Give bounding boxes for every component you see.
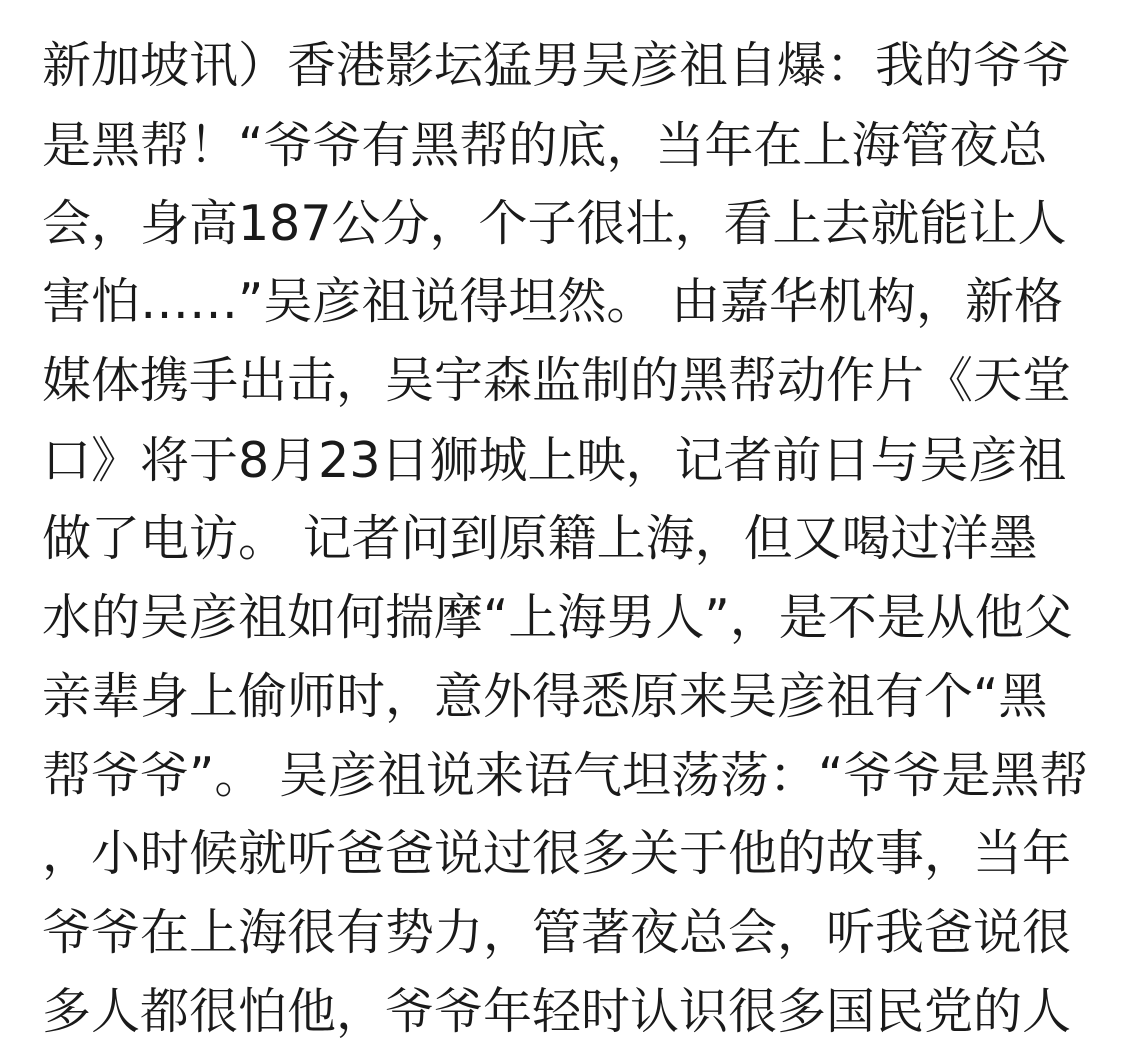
text-line: 爷爷在上海很有势力，管著夜总会，听我爸说很 <box>42 904 1072 961</box>
text-line: 新加坡讯）香港影坛猛男吴彦祖自爆：我的爷爷 <box>42 37 1072 94</box>
text-line: 害怕……”吴彦祖说得坦然。 由嘉华机构，新格 <box>42 273 1063 330</box>
text-line: 亲辈身上偷师时，意外得悉原来吴彦祖有个“黑 <box>42 668 1048 725</box>
text-line: 帮爷爷”。 吴彦祖说来语气坦荡荡：“爷爷是黑帮 <box>42 747 1089 804</box>
text-line: 水的吴彦祖如何揣摩“上海男人”，是不是从他父 <box>42 589 1073 646</box>
text-line: 口》将于8月23日狮城上映，记者前日与吴彦祖 <box>42 432 1067 489</box>
text-line: ，小时候就听爸爸说过很多关于他的故事，当年 <box>42 825 1072 882</box>
text-line: 多人都很怕他，爷爷年轻时认识很多国民党的人 <box>42 983 1072 1040</box>
text-line: 媒体携手出击，吴宇森监制的黑帮动作片《天堂 <box>42 352 1072 409</box>
text-line: 是黑帮！“爷爷有黑帮的底，当年在上海管夜总 <box>42 117 1048 174</box>
text-line: 会，身高187公分，个子很壮，看上去就能让人 <box>42 195 1067 252</box>
text-line: 做了电访。 记者问到原籍上海，但又喝过洋墨 <box>42 510 1038 567</box>
